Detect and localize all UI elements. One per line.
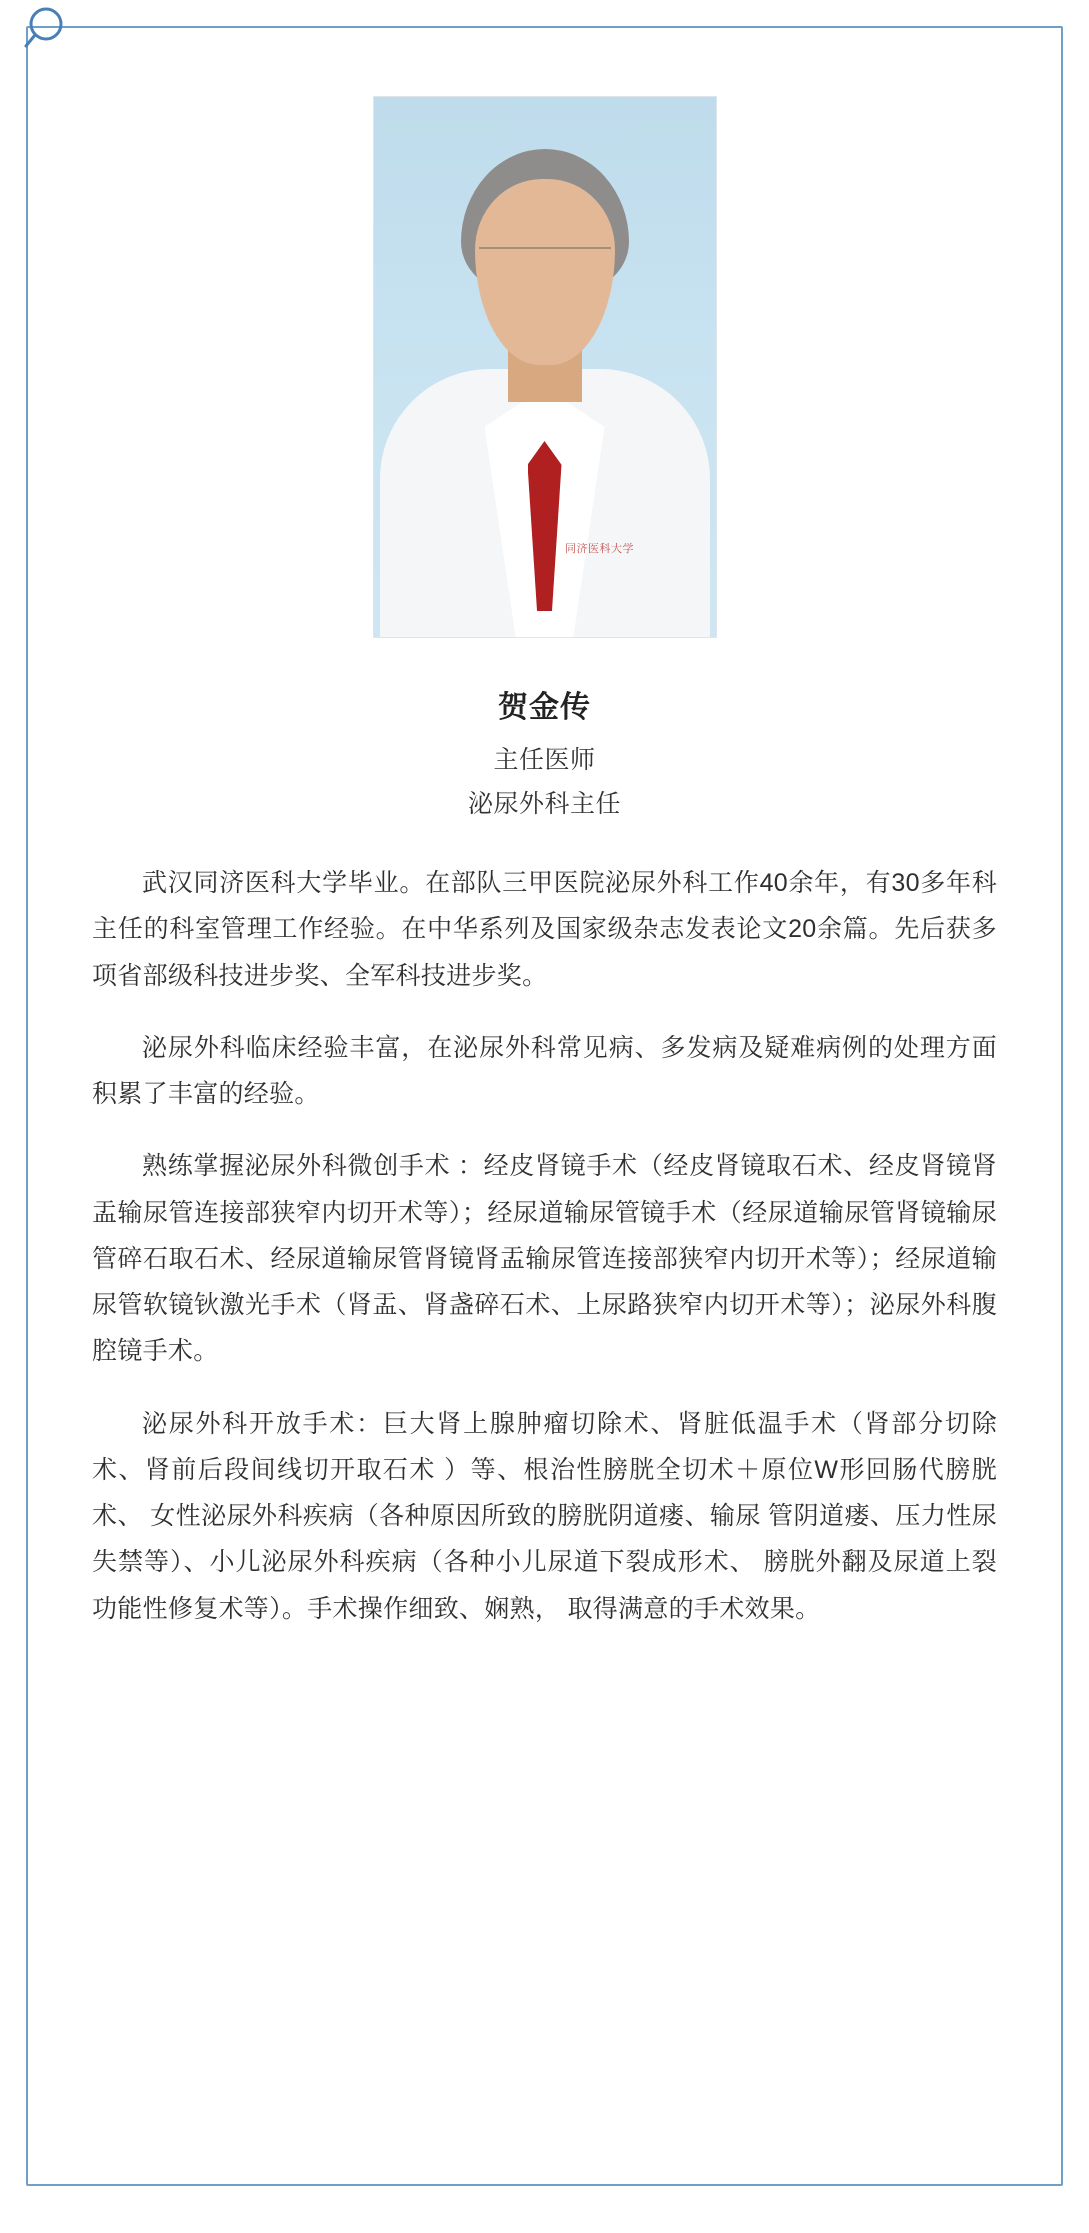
portrait-container — [92, 96, 997, 638]
doctor-position: 泌尿外科主任 — [467, 790, 621, 818]
coat-badge-text: 同济医科大学 — [565, 543, 635, 555]
doctor-name: 贺金传 — [498, 691, 591, 724]
biography-text — [92, 860, 997, 1632]
photo-glasses-shape — [479, 247, 611, 275]
bio-paragraph-2: 泌尿外科临床经验丰富，在泌尿外科常见病、多发病及疑难病例的处理方面积累了丰富的经验。 — [92, 1033, 997, 1108]
decorative-frame — [26, 26, 1063, 2186]
doctor-photo — [373, 96, 717, 638]
bio-paragraph-1: 武汉同济医科大学毕业。在部队三甲医院泌尿外科工作40余年，有30多年科主任的科室管理工作经验。在中华系列及国家级杂志发表论文20余篇。先后获多项省部级科技进步奖、全军科技进步奖。 — [92, 869, 997, 990]
magnifier-icon — [24, 2, 82, 74]
bio-paragraph-3: 熟练掌握泌尿外科微创手术 ：经皮肾镜手术（经皮肾镜取石术、经皮肾镜肾盂输尿管连接部狭窄内切开术等）；经尿道输尿管镜手术（经尿道输尿管肾镜输尿管碎石取石术、经尿道输尿管肾镜肾盂输尿管连接部狭窄内切开术等）；经尿道输尿管软镜钬激光手术（肾盂、肾盏碎石术、上尿路狭窄内切开术等）；泌尿外科腹腔镜手术。 — [92, 1152, 997, 1366]
bio-paragraph-4: 泌尿外科开放手术：巨大肾上腺肿瘤切除术、肾脏低温手术（肾部分切除术、肾前后段间线切开取石术 ）等、根治性膀胱全切术＋原位W形回肠代膀胱术、 女性泌尿外科疾病（各种原因所致的膀胱阴道瘘、输尿 管阴道瘘、压力性尿失禁等）、小儿泌尿外科疾病（各种小儿尿道下裂成形术、 膀胱外翻及尿道上裂功能性修复术等）。手术操作细致、娴熟， 取得满意的手术效果。 — [92, 1409, 997, 1623]
doctor-title: 主任医师 — [493, 746, 596, 774]
